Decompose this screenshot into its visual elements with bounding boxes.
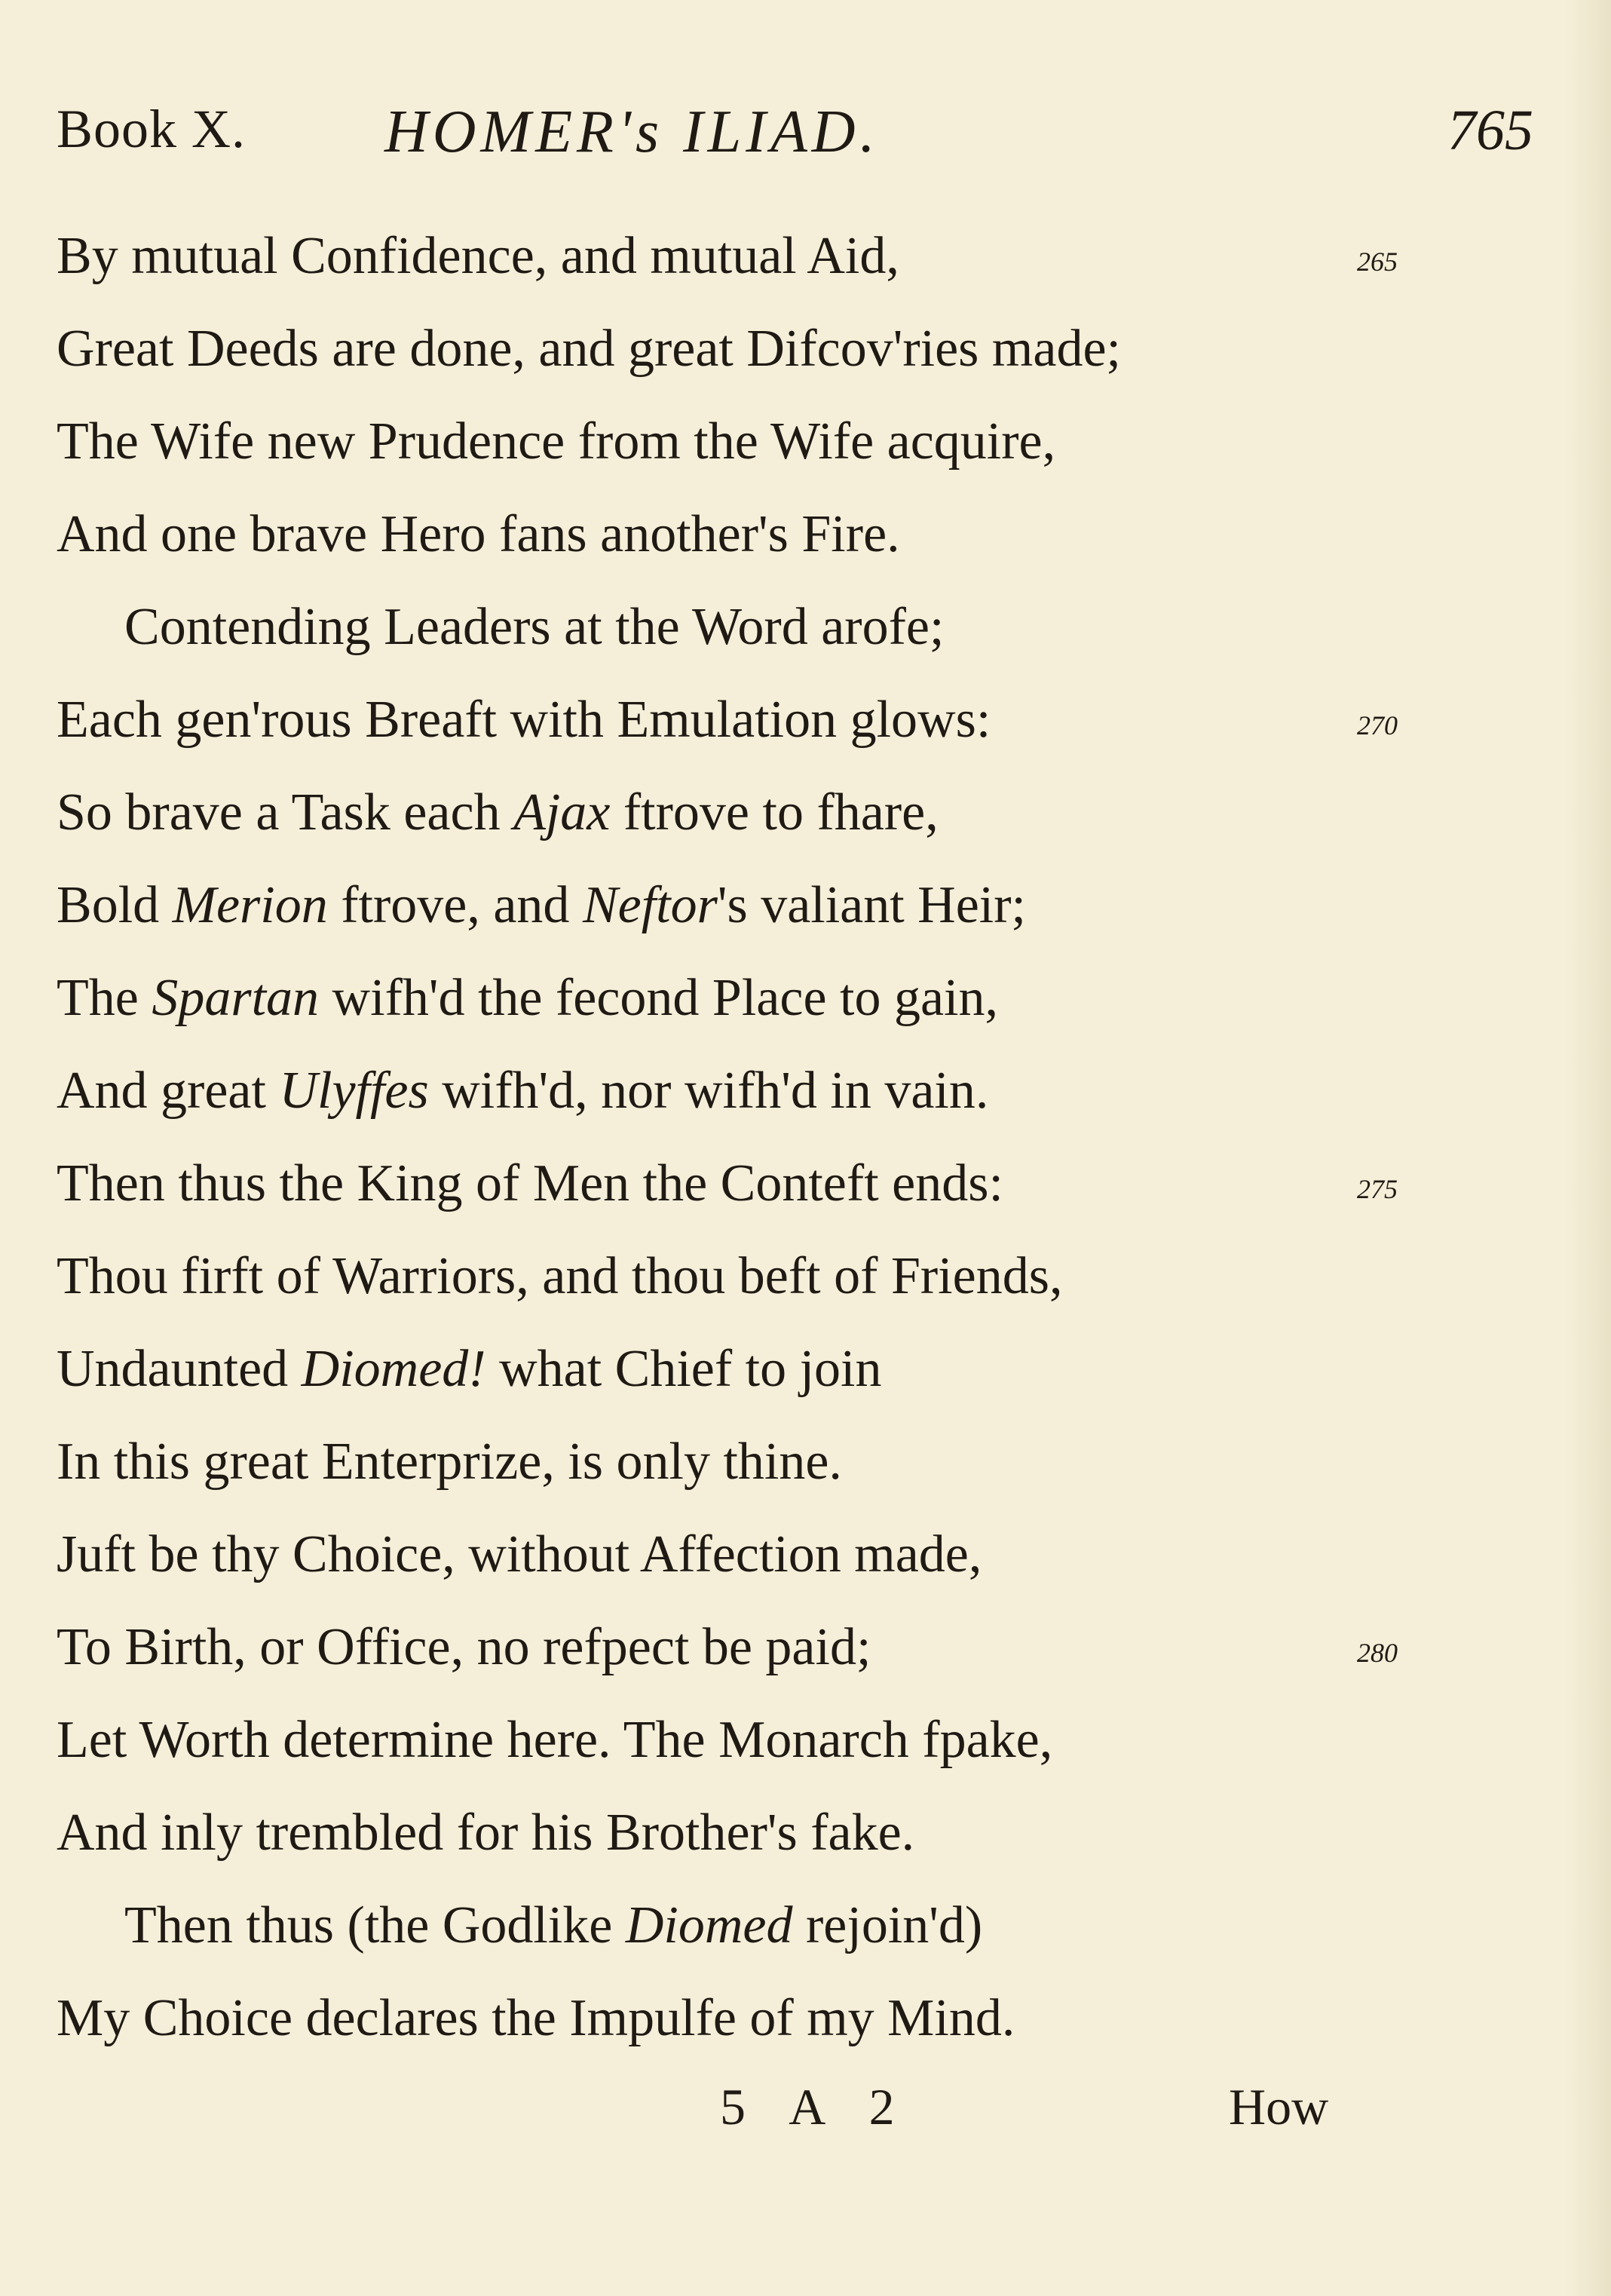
verse-line-text: Each gen'rous Breaft with Emulation glows: xyxy=(57,691,991,749)
italic-name: Neftor xyxy=(582,876,718,934)
page-edge-shading xyxy=(1566,0,1611,2296)
verse-line xyxy=(57,952,1489,1044)
italic-name: Diomed! xyxy=(301,1340,486,1398)
verse-line xyxy=(57,395,1489,488)
italic-name: Merion xyxy=(172,876,328,934)
printer-signature: 5 A 2 xyxy=(720,2078,911,2135)
verse-line-text: To Birth, or Office, no refpect be paid; xyxy=(57,1618,871,1676)
verse-line-text: By mutual Confidence, and mutual Aid, xyxy=(57,227,899,285)
catchword: How xyxy=(1229,2078,1329,2135)
verse-line xyxy=(57,1230,1489,1323)
running-head-title: HOMER's ILIAD. xyxy=(384,99,880,165)
verse-segment: 's valiant Heir; xyxy=(717,876,1027,934)
verse-line-text: Then thus the King of Men the Conteft ends: xyxy=(57,1154,1003,1212)
verse-line-text: Great Deeds are done, and great Difcov'ries made; xyxy=(57,320,1121,378)
verse-line-text xyxy=(57,1062,988,1120)
verse-segment: The xyxy=(57,969,152,1027)
verse-line xyxy=(57,488,1489,581)
verse-segment: what Chief to join xyxy=(485,1340,882,1398)
verse-line-text xyxy=(57,1896,982,1954)
verse-segment: rejoin'd) xyxy=(792,1896,983,1954)
verse-line-text: Contending Leaders at the Word arofe; xyxy=(124,598,945,656)
verse-line-text: Let Worth determine here. The Monarch fpake, xyxy=(57,1711,1053,1769)
verse-line xyxy=(57,1508,1489,1601)
verse-line xyxy=(57,581,1489,673)
verse-line xyxy=(57,859,1489,952)
verse-segment: Then thus (the Godlike xyxy=(124,1896,626,1954)
verse-line xyxy=(57,1601,1489,1694)
verse-line xyxy=(57,1323,1489,1415)
verse-block xyxy=(57,210,1489,2065)
line-number: 270 xyxy=(1357,710,1398,740)
verse-line xyxy=(57,673,1489,766)
verse-line-text xyxy=(57,783,939,841)
italic-name: Ajax xyxy=(513,783,611,841)
verse-segment: ftrove, and xyxy=(327,876,583,934)
verse-line-text: In this great Enterprize, is only thine. xyxy=(57,1433,842,1491)
verse-line xyxy=(57,210,1489,302)
running-header xyxy=(57,98,1549,181)
verse-segment: wifh'd the fecond Place to gain, xyxy=(319,969,998,1027)
line-number: 275 xyxy=(1357,1174,1398,1204)
verse-line-text xyxy=(57,969,998,1027)
verse-segment: ftrove to fhare, xyxy=(610,783,939,841)
verse-line xyxy=(57,1879,1489,1972)
verse-segment: wifh'd, nor wifh'd in vain. xyxy=(428,1062,989,1120)
line-number: 280 xyxy=(1357,1638,1398,1668)
verse-line xyxy=(57,1694,1489,1786)
line-number: 265 xyxy=(1357,247,1398,277)
verse-line-text: The Wife new Prudence from the Wife acquire, xyxy=(57,412,1056,471)
verse-line-text: Juft be thy Choice, without Affection made, xyxy=(57,1525,982,1583)
verse-segment: And great xyxy=(57,1062,280,1120)
verse-line-text: And inly trembled for his Brother's fake. xyxy=(57,1804,915,1862)
italic-name: Spartan xyxy=(152,969,320,1027)
verse-line xyxy=(57,1786,1489,1879)
verse-line xyxy=(57,1415,1489,1508)
verse-line-text: And one brave Hero fans another's Fire. xyxy=(57,505,900,563)
page-footer xyxy=(57,2077,1489,2153)
verse-segment: Bold xyxy=(57,876,173,934)
verse-line xyxy=(57,1044,1489,1137)
italic-name: Diomed xyxy=(625,1896,793,1954)
italic-name: Ulyffes xyxy=(279,1062,429,1120)
verse-segment: Undaunted xyxy=(57,1340,302,1398)
verse-segment: So brave a Task each xyxy=(57,783,514,841)
verse-line xyxy=(57,1972,1489,2065)
verse-line-text xyxy=(57,1340,882,1398)
verse-line-text: Thou firft of Warriors, and thou beft of Friends, xyxy=(57,1247,1063,1305)
verse-line xyxy=(57,1137,1489,1230)
verse-line-text xyxy=(57,876,1026,934)
verse-line-text: My Choice declares the Impulfe of my Mind. xyxy=(57,1989,1015,2047)
running-head-book: Book X. xyxy=(57,99,247,159)
verse-line xyxy=(57,302,1489,395)
page-number: 765 xyxy=(1447,99,1533,162)
verse-line xyxy=(57,766,1489,859)
